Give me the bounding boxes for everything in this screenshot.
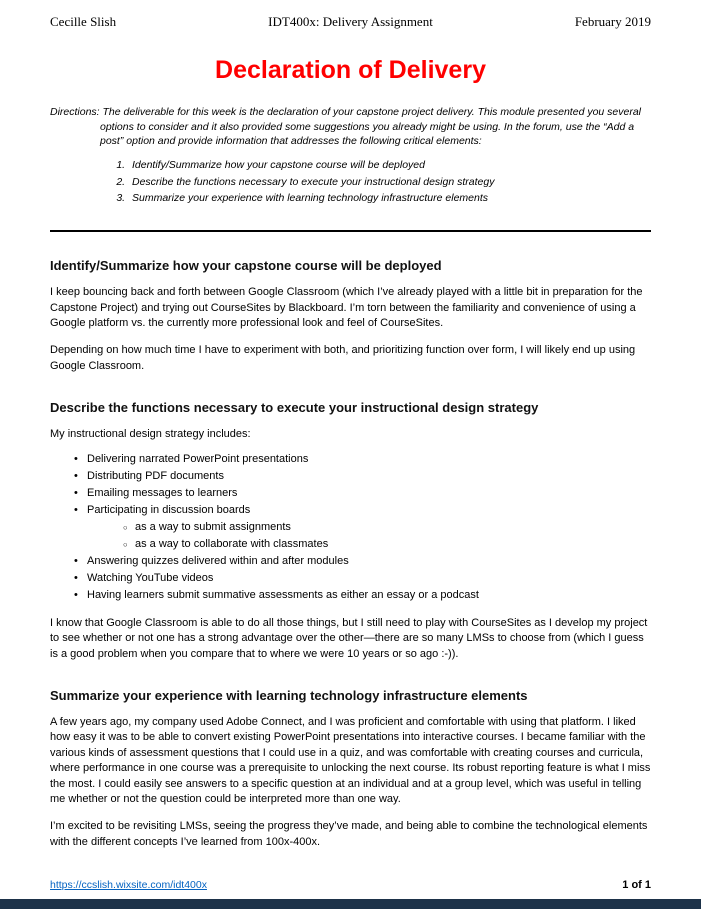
bullet-item: • Answering quizzes delivered within and after modules (74, 554, 651, 570)
section-deployment (50, 258, 651, 374)
body-paragraph: I’m excited to be revisiting LMSs, seeing the progress they’ve made, and being able to combine the technological elements with the different concepts I’ve learned from 100x-400x. (50, 820, 648, 848)
footer-link[interactable]: https://ccslish.wixsite.com/idt400x (50, 879, 207, 891)
section-divider (50, 230, 651, 232)
directions-item: 1. Identify/Summarize how your capstone course will be deployed (128, 158, 651, 173)
section-heading: Describe the functions necessary to execute your instructional design strategy (50, 400, 539, 416)
directions-item: 2. Describe the functions necessary to execute your instructional design strategy (128, 175, 651, 190)
bullet-item: • Watching YouTube videos (74, 571, 651, 587)
strategy-bullet-list (50, 452, 651, 603)
author-name: Cecille Slish (50, 14, 117, 29)
bullet-item: • Distributing PDF documents (74, 469, 651, 485)
directions-list (50, 158, 651, 206)
bullet-item: • Having learners submit summative assessments as either an essay or a podcast (74, 588, 651, 604)
body-paragraph: Depending on how much time I have to experiment with both, and prioritizing function over form, I will likely end up using Google Classroom. (50, 344, 636, 372)
document-footer (50, 879, 651, 891)
body-paragraph: I keep bouncing back and forth between Google Classroom (which I’ve already played with a little bit in preparation for the Capstone Project) and trying out CourseSites by Blackboard. I’m torn between the familiarity and convenience of using a Google platform vs. the currently more professional look and feel of CourseSites. (50, 286, 643, 329)
directions-block (50, 105, 651, 206)
page-title: Declaration of Delivery (215, 56, 486, 84)
body-paragraph: I know that Google Classroom is able to do all those things, but I still need to play with CourseSites as I develop my project to see whether or not one has a strong advantage over the other—there are so many LMSs to choose from (which I guess is a good problem when you compare that to where we were 10 years or so ago :-)). (50, 616, 648, 660)
bullet-item: • Emailing messages to learners (74, 486, 651, 502)
page-number: 1 of 1 (622, 879, 651, 891)
bullet-item: • Delivering narrated PowerPoint presentations (74, 452, 651, 468)
section-heading: Summarize your experience with learning technology infrastructure elements (50, 688, 528, 704)
sub-bullet-item: ○ as a way to collaborate with classmates (122, 537, 651, 553)
directions-item: 3. Summarize your experience with learning technology infrastructure elements (128, 191, 651, 206)
window-bottom-bar (0, 899, 701, 909)
section-experience (50, 688, 651, 850)
document-date: February 2019 (574, 14, 651, 29)
assignment-title: IDT400x: Delivery Assignment (268, 14, 433, 29)
document-header (50, 14, 651, 30)
bullet-item: • Participating in discussion boards (74, 503, 651, 519)
body-paragraph: A few years ago, my company used Adobe Connect, and I was proficient and comfortable with using that platform. I liked how easy it was to be able to convert existing PowerPoint presentations into interactive courses. I became familiar with the various kinds of assessment questions that I could use in a quiz, and was comfortable with creating courses and curricula, where performance in one course was a prerequisite to unlocking the next course. Its robust reporting feature is what I miss the most. I could easily see answers to a specific question at an individual and at a group level, which was useful in telling me whether or not the question could be interpreted more than one way. (50, 716, 651, 806)
body-paragraph: My instructional design strategy includes: (50, 428, 251, 441)
directions-intro: Directions: The deliverable for this week is the declaration of your capstone project delivery. This module presented you several options to consider and it also provided some suggestions you already might be using. In the forum, use the “Add a post” option and provide information that addresses the following critical elements: (50, 106, 642, 148)
sub-bullet-item: ○ as a way to submit assignments (122, 520, 651, 536)
section-functions (50, 400, 651, 662)
section-heading: Identify/Summarize how your capstone course will be deployed (50, 258, 442, 274)
